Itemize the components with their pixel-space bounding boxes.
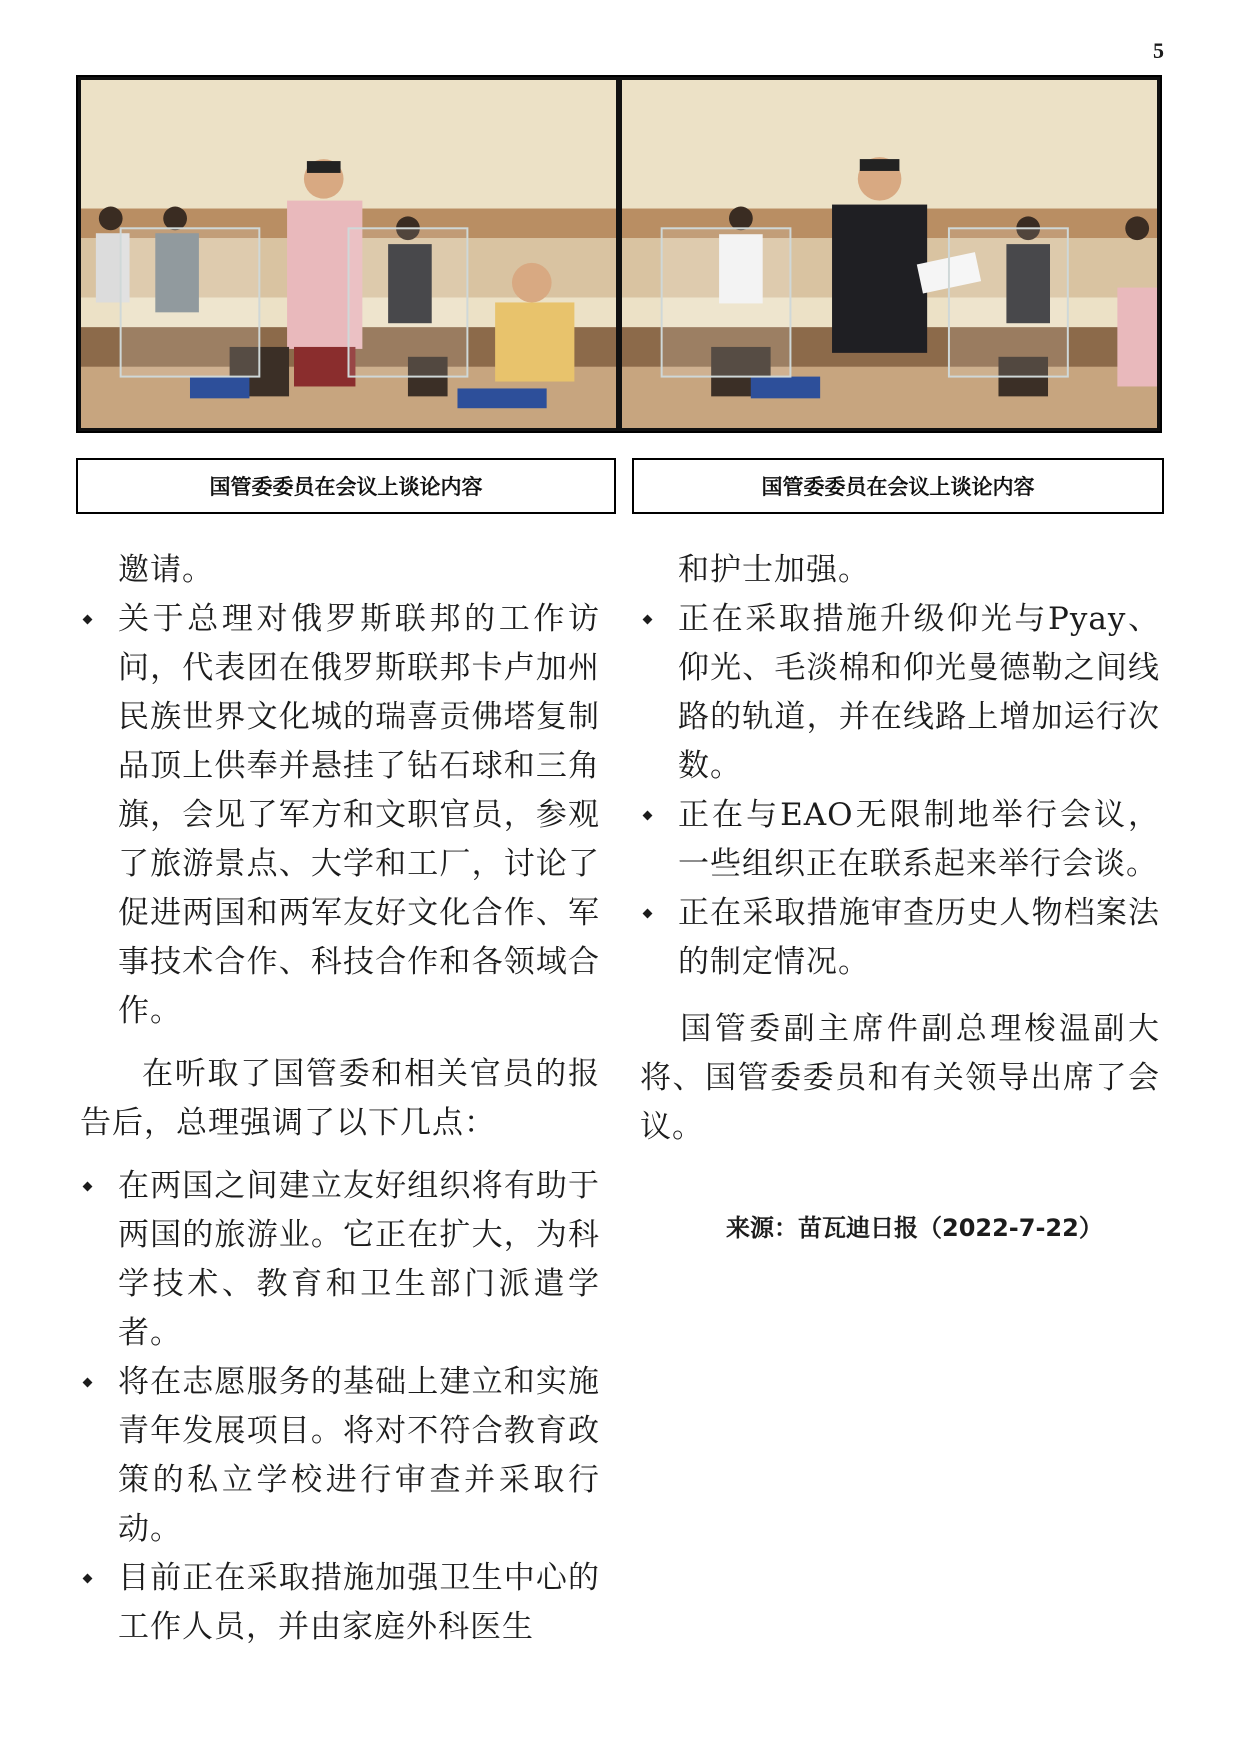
diamond-bullet-icon <box>643 909 653 919</box>
photo-strip <box>76 75 1162 433</box>
list-item-text: 正在与EAO无限制地举行会议，一些组织正在联系起来举行会谈。 <box>678 797 1160 882</box>
bullet-list <box>80 1162 600 1652</box>
bullet-list <box>640 595 1160 987</box>
diamond-bullet-icon <box>643 811 653 821</box>
list-item <box>640 889 1160 987</box>
photo-caption-right: 国管委委员在会议上谈论内容 <box>632 458 1164 514</box>
diamond-bullet-icon <box>83 1182 93 1192</box>
list-item-text: 正在采取措施审查历史人物档案法的制定情况。 <box>678 895 1160 980</box>
page-number: 5 <box>1153 38 1164 63</box>
diamond-bullet-icon <box>83 615 93 625</box>
list-item-text: 目前正在采取措施加强卫生中心的工作人员，并由家庭外科医生 <box>118 1560 600 1645</box>
right-text-column <box>640 546 1160 1253</box>
list-item-text: 正在采取措施升级仰光与Pyay、仰光、毛淡棉和仰光曼德勒之间线路的轨道，并在线路上增加运行次数。 <box>678 601 1160 784</box>
diamond-bullet-icon <box>643 615 653 625</box>
left-text-column <box>80 546 600 1652</box>
body-paragraph: 在听取了国管委和相关官员的报告后，总理强调了以下几点： <box>80 1056 600 1141</box>
diamond-bullet-icon <box>83 1574 93 1584</box>
list-item <box>640 791 1160 889</box>
bullet-list <box>80 595 600 1036</box>
meeting-photo-speaker-standing-icon <box>81 80 616 428</box>
continuation-text: 邀请。 <box>118 552 214 588</box>
list-item <box>80 1162 600 1358</box>
meeting-photo-speaker-reading-icon <box>622 80 1157 428</box>
closing-paragraph: 国管委副主席件副总理梭温副大将、国管委委员和有关领导出席了会议。 <box>640 1011 1160 1145</box>
list-item <box>80 1554 600 1652</box>
list-item <box>80 595 600 1036</box>
diamond-bullet-icon <box>83 1378 93 1388</box>
list-item-text: 关于总理对俄罗斯联邦的工作访问，代表团在俄罗斯联邦卡卢加州民族世界文化城的瑞喜贡佛塔复制品顶上供奉并悬挂了钻石球和三角旗，会见了军方和文职官员，参观了旅游景点、大学和工厂，讨论了促进两国和两军友好文化合作、军事技术合作、科技合作和各领域合作。 <box>118 601 600 1029</box>
list-item <box>80 1358 600 1554</box>
list-item-text: 将在志愿服务的基础上建立和实施青年发展项目。将对不符合教育政策的私立学校进行审查并采取行动。 <box>118 1364 600 1547</box>
meeting-photo-left <box>81 80 616 428</box>
continuation-text: 和护士加强。 <box>678 552 870 588</box>
meeting-photo-right <box>622 80 1157 428</box>
photo-caption-left: 国管委委员在会议上谈论内容 <box>76 458 616 514</box>
list-item-text: 在两国之间建立友好组织将有助于两国的旅游业。它正在扩大，为科学技术、教育和卫生部门派遣学者。 <box>118 1168 600 1351</box>
list-item <box>640 595 1160 791</box>
source-citation: 来源：苗瓦迪日报（2022-7-22） <box>726 1214 1103 1242</box>
